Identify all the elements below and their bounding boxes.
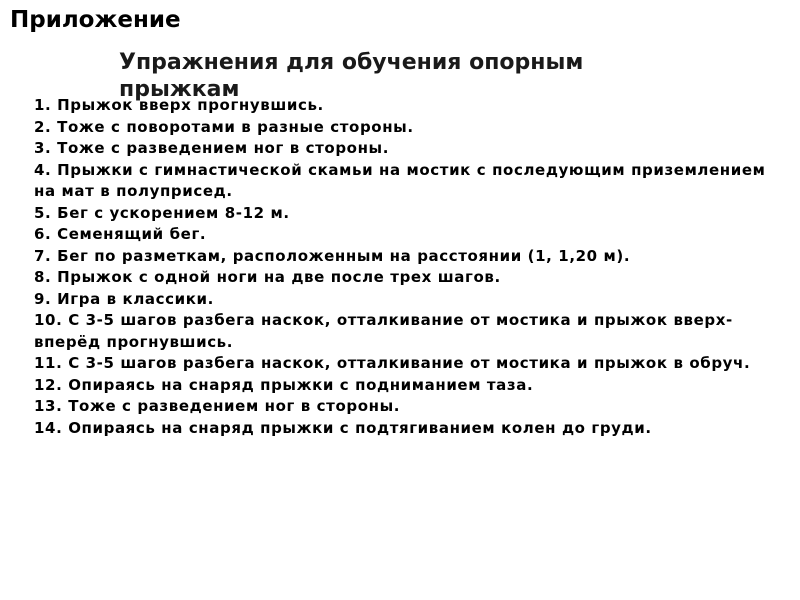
exercise-item: 2. Тоже с поворотами в разные стороны. bbox=[34, 117, 414, 136]
exercise-item: 11. С 3-5 шагов разбега наскок, отталкивание от мостика и прыжок в обруч. bbox=[34, 354, 751, 372]
exercise-item: 14. Опираясь на снаряд прыжки с подтягиванием колен до груди. bbox=[34, 418, 652, 437]
exercise-item: 4. Прыжки с гимнастической скамьи на мостик с последующим приземлением на мат в полуприсед. bbox=[34, 160, 766, 200]
exercise-list bbox=[34, 95, 774, 439]
exercise-item: 9. Игра в классики. bbox=[34, 289, 214, 308]
exercise-item: 10. С 3-5 шагов разбега наскок, отталкивание от мостика и прыжок вверх-вперёд прогнувшись. bbox=[34, 311, 733, 351]
exercise-item: 1. Прыжок вверх прогнувшись. bbox=[34, 96, 324, 114]
exercise-item: 6. Семенящий бег. bbox=[34, 225, 207, 243]
exercise-item: 12. Опираясь на снаряд прыжки с подниманием таза. bbox=[34, 375, 534, 394]
exercise-item: 5. Бег с ускорением 8-12 м. bbox=[34, 203, 290, 222]
slide-subtitle: Упражнения для обучения опорным прыжкам bbox=[119, 50, 584, 102]
exercise-item: 8. Прыжок с одной ноги на две после трех шагов. bbox=[34, 268, 501, 286]
exercise-item: 7. Бег по разметкам, расположенным на расстоянии (1, 1,20 м). bbox=[34, 246, 631, 265]
page-heading: Приложение bbox=[10, 7, 181, 33]
exercise-item: 13. Тоже с разведением ног в стороны. bbox=[34, 397, 401, 415]
exercise-item: 3. Тоже с разведением ног в стороны. bbox=[34, 139, 389, 157]
